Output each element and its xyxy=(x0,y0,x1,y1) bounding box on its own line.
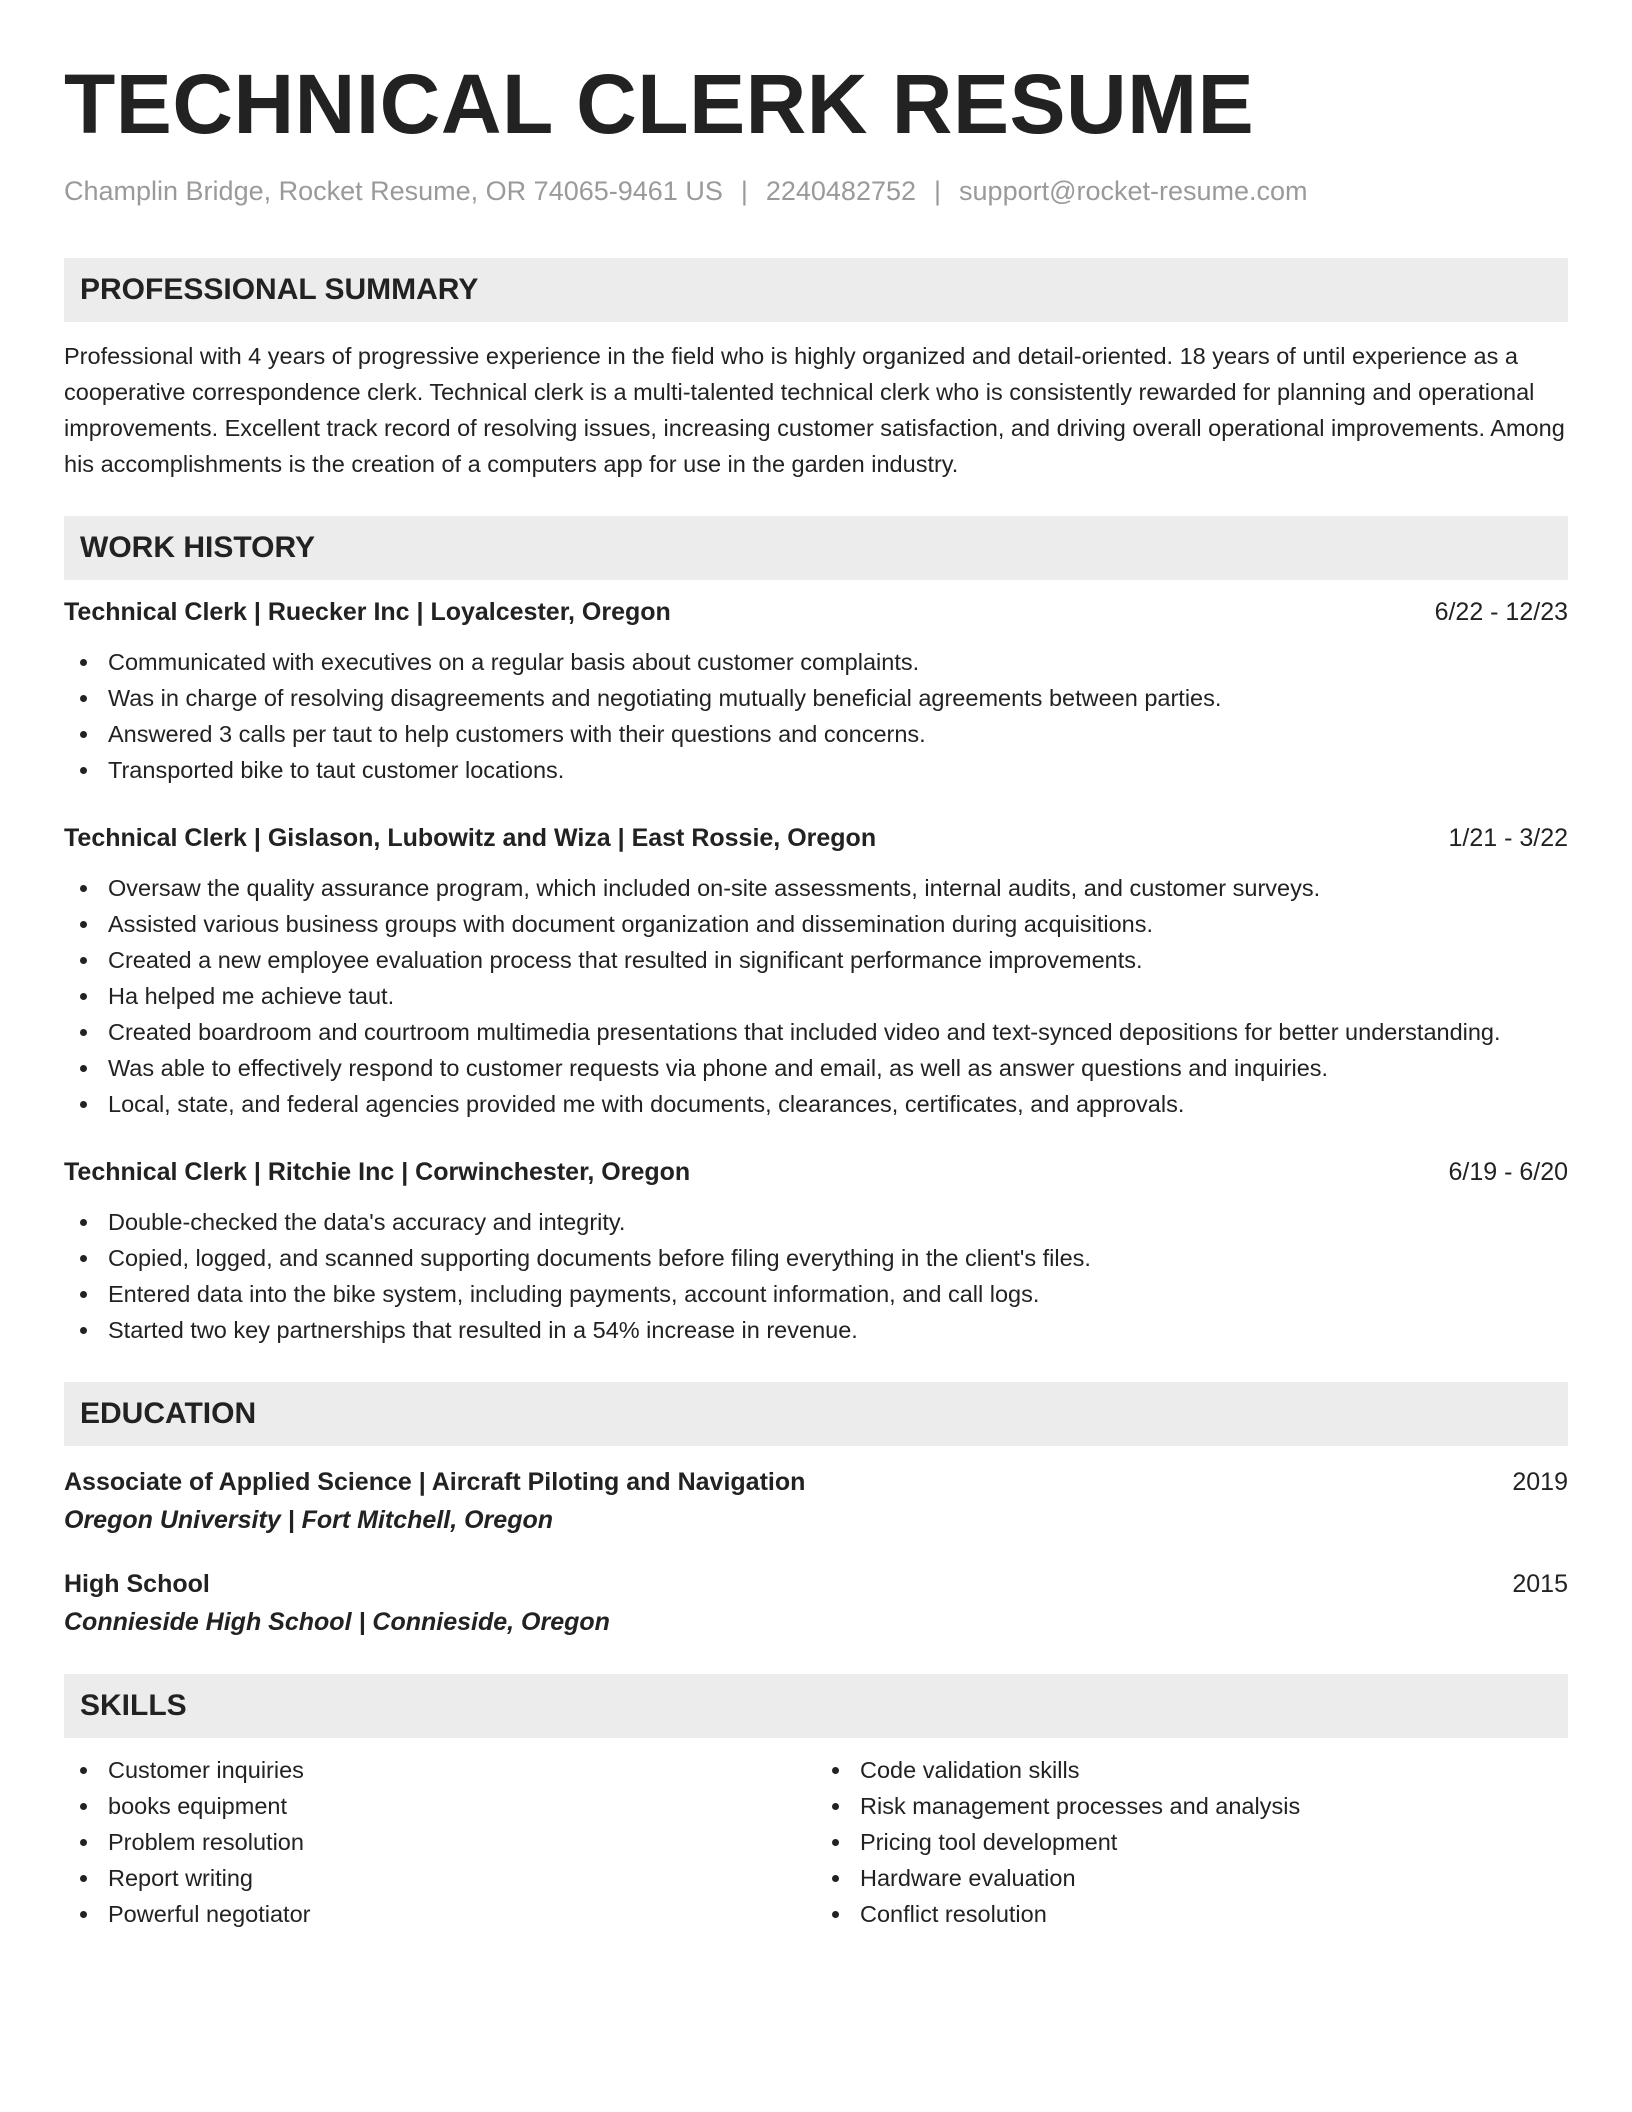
job-bullet: Transported bike to taut customer locations. xyxy=(64,752,1568,788)
job-entry xyxy=(64,594,1568,788)
education-entry xyxy=(64,1566,1568,1640)
job-dates: 6/19 - 6/20 xyxy=(1448,1158,1568,1186)
contact-phone: 2240482752 xyxy=(765,176,917,206)
section-header-education: EDUCATION xyxy=(64,1382,1568,1446)
job-bullets xyxy=(64,644,1568,788)
skills-list xyxy=(64,1752,1568,1932)
skill-item: Customer inquiries xyxy=(64,1752,816,1788)
contact-email: support@rocket-resume.com xyxy=(959,176,1308,206)
education-school: Connieside High School | Connieside, Oregon xyxy=(64,1608,610,1636)
job-bullet: Assisted various business groups with document organization and dissemination during acquisitions. xyxy=(64,906,1568,942)
education-school: Oregon University | Fort Mitchell, Oregon xyxy=(64,1506,554,1534)
contact-line xyxy=(64,174,1568,208)
job-header xyxy=(64,594,1568,630)
section-header-summary: PROFESSIONAL SUMMARY xyxy=(64,258,1568,322)
skill-item: Pricing tool development xyxy=(816,1824,1568,1860)
education-header xyxy=(64,1566,1568,1602)
education-degree: High School xyxy=(64,1570,210,1598)
skill-item: Hardware evaluation xyxy=(816,1860,1568,1896)
education-header xyxy=(64,1464,1568,1500)
education-year: 2015 xyxy=(1512,1570,1568,1598)
job-bullet: Double-checked the data's accuracy and integrity. xyxy=(64,1204,1568,1240)
education-year: 2019 xyxy=(1512,1468,1568,1496)
job-bullet: Created boardroom and courtroom multimedia presentations that included video and text-synced depositions for better understanding. xyxy=(64,1014,1568,1050)
job-bullet: Started two key partnerships that resulted in a 54% increase in revenue. xyxy=(64,1312,1568,1348)
job-bullets xyxy=(64,870,1568,1122)
job-bullet: Entered data into the bike system, including payments, account information, and call logs. xyxy=(64,1276,1568,1312)
skill-item: Code validation skills xyxy=(816,1752,1568,1788)
skill-item: books equipment xyxy=(64,1788,816,1824)
job-dates: 6/22 - 12/23 xyxy=(1434,598,1568,626)
summary-text: Professional with 4 years of progressive experience in the field who is highly organized and detail-oriented. 18 years of until experience as a cooperative correspondence clerk. Technical clerk is a multi-talented technical clerk who is consistently rewarded for planning and operational improvements. Excellent track record of resolving issues, increasing customer satisfaction, and driving overall operational improvements. Among his accomplishments is the creation of a computers app for use in the garden industry. xyxy=(64,343,1565,477)
contact-separator: | xyxy=(740,176,748,206)
job-entry xyxy=(64,820,1568,1122)
job-bullet: Was able to effectively respond to customer requests via phone and email, as well as answer questions and inquiries. xyxy=(64,1050,1568,1086)
education-entry xyxy=(64,1464,1568,1538)
job-header xyxy=(64,820,1568,856)
job-bullet: Created a new employee evaluation process that resulted in significant performance improvements. xyxy=(64,942,1568,978)
job-bullet: Local, state, and federal agencies provided me with documents, clearances, certificates, and approvals. xyxy=(64,1086,1568,1122)
skill-item: Report writing xyxy=(64,1860,816,1896)
job-bullet: Was in charge of resolving disagreements and negotiating mutually beneficial agreements between parties. xyxy=(64,680,1568,716)
section-header-work-history: WORK HISTORY xyxy=(64,516,1568,580)
section-header-skills: SKILLS xyxy=(64,1674,1568,1738)
resume-title: TECHNICAL CLERK RESUME xyxy=(64,57,1255,151)
skills-column-left xyxy=(64,1752,816,1932)
skill-item: Powerful negotiator xyxy=(64,1896,816,1932)
job-dates: 1/21 - 3/22 xyxy=(1448,824,1568,852)
skill-item: Problem resolution xyxy=(64,1824,816,1860)
skill-item: Conflict resolution xyxy=(816,1896,1568,1932)
contact-separator: | xyxy=(934,176,942,206)
job-bullet: Ha helped me achieve taut. xyxy=(64,978,1568,1014)
job-bullets xyxy=(64,1204,1568,1348)
job-bullet: Communicated with executives on a regular basis about customer complaints. xyxy=(64,644,1568,680)
job-bullet: Copied, logged, and scanned supporting documents before filing everything in the client's files. xyxy=(64,1240,1568,1276)
contact-address: Champlin Bridge, Rocket Resume, OR 74065-9461 US xyxy=(64,176,723,206)
job-header xyxy=(64,1154,1568,1190)
job-bullet: Oversaw the quality assurance program, which included on-site assessments, internal audits, and customer surveys. xyxy=(64,870,1568,906)
job-entry xyxy=(64,1154,1568,1348)
job-title: Technical Clerk | Ruecker Inc | Loyalcester, Oregon xyxy=(64,598,671,626)
job-title: Technical Clerk | Ritchie Inc | Corwinchester, Oregon xyxy=(64,1158,691,1186)
skills-column-right xyxy=(816,1752,1568,1932)
job-bullet: Answered 3 calls per taut to help customers with their questions and concerns. xyxy=(64,716,1568,752)
education-degree: Associate of Applied Science | Aircraft Piloting and Navigation xyxy=(64,1468,806,1496)
skill-item: Risk management processes and analysis xyxy=(816,1788,1568,1824)
job-title: Technical Clerk | Gislason, Lubowitz and Wiza | East Rossie, Oregon xyxy=(64,824,877,852)
